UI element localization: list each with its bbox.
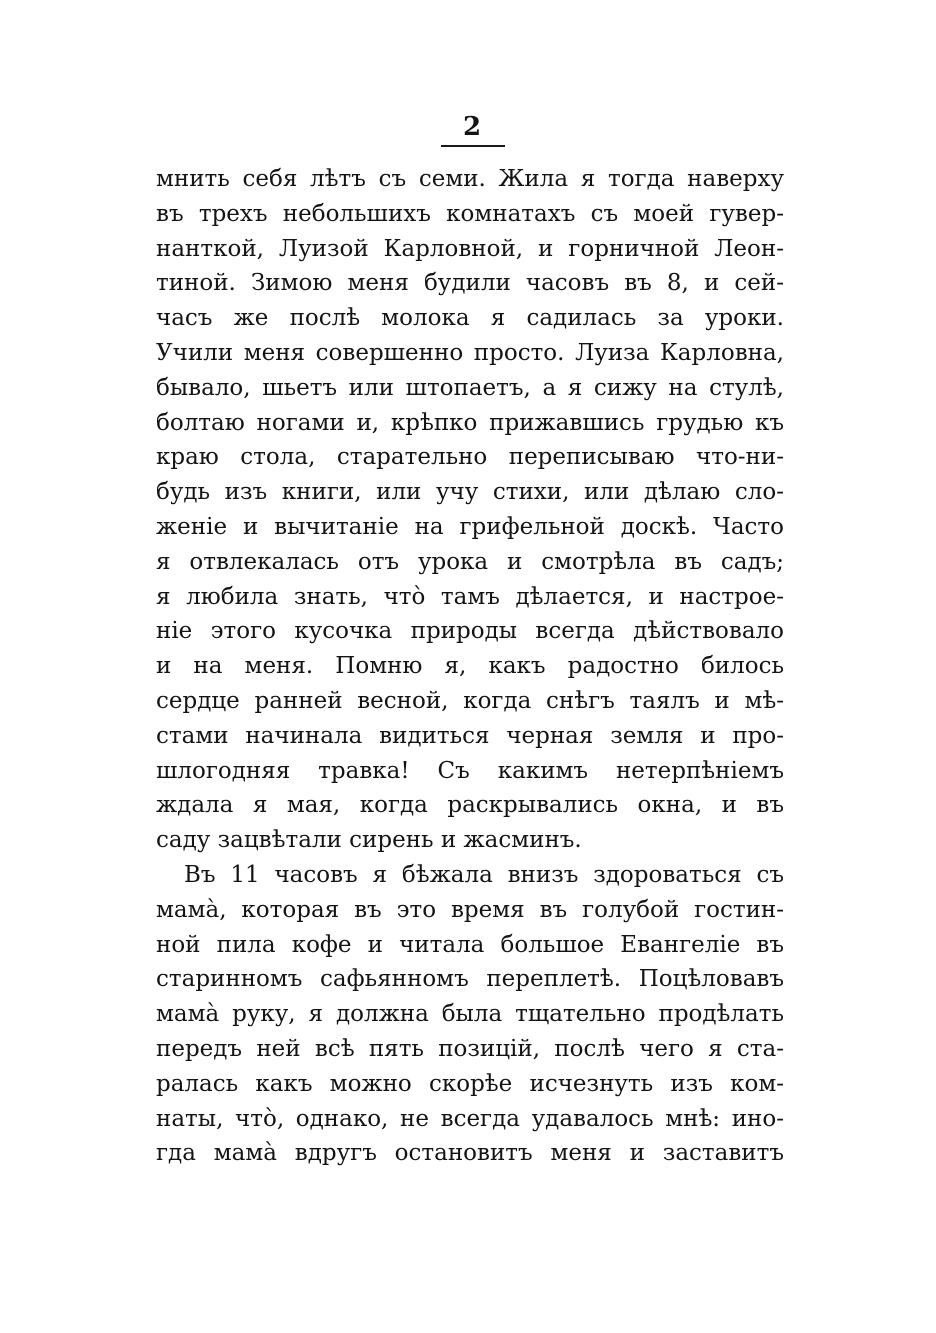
- text-line: ніе этого кусочка природы всегда дѣйствовало: [156, 618, 784, 645]
- text-line: Учили меня совершенно просто. Луиза Карловна,: [156, 339, 784, 366]
- text-line: сердце ранней весной, когда снѣгъ таялъ и мѣ-: [156, 687, 784, 714]
- text-line: саду зацвѣтали сирень и жасминъ.: [156, 827, 582, 854]
- text-line: въ трехъ небольшихъ комнатахъ съ моей гувер-: [156, 200, 784, 227]
- text-line: я любила знать, что̀ тамъ дѣлается, и настрое-: [156, 583, 784, 610]
- text-line: нанткой, Луизой Карловной, и горничной Леон-: [156, 235, 784, 262]
- text-line: стами начинала видиться черная земля и про-: [156, 722, 784, 749]
- text-line: шлогодняя травка! Съ какимъ нетерпѣніемъ: [156, 757, 784, 784]
- text-line: болтаю ногами и, крѣпко прижавшись грудью къ: [156, 409, 784, 436]
- text-line: женіе и вычитаніе на грифельной доскѣ. Часто: [156, 513, 784, 540]
- text-line: старинномъ сафьянномъ переплетѣ. Поцѣловавъ: [156, 966, 784, 993]
- text-line: часъ же послѣ молока я садилась за уроки.: [156, 305, 784, 332]
- paragraph-2: [156, 858, 784, 1171]
- page-number: 2: [462, 112, 482, 142]
- text-line: мама̀ руку, я должна была тщательно продѣлать: [156, 1001, 784, 1028]
- text-line: мама̀, которая въ это время въ голубой гостин-: [156, 896, 784, 923]
- text-line: гда мама̀ вдругъ остановитъ меня и заставитъ: [156, 1140, 784, 1167]
- body-text: [156, 162, 784, 1171]
- text-line: тиной. Зимою меня будили часовъ въ 8, и сей-: [156, 270, 784, 297]
- text-line: бывало, шьетъ или штопаетъ, а я сижу на стулѣ,: [156, 374, 784, 401]
- text-line: и на меня. Помню я, какъ радостно билось: [156, 653, 784, 680]
- text-line: ной пила кофе и читала большое Евангеліе въ: [156, 931, 784, 958]
- text-line: передъ ней всѣ пять позицій, послѣ чего я ста-: [156, 1035, 784, 1062]
- text-line: ждала я мая, когда раскрывались окна, и въ: [156, 792, 784, 819]
- text-line: мнить себя лѣтъ съ семи. Жила я тогда наверху: [156, 166, 784, 192]
- text-line: Въ 11 часовъ я бѣжала внизъ здороваться съ: [184, 861, 784, 888]
- paragraph-1: [156, 162, 784, 858]
- text-line: краю стола, старательно переписываю что-ни-: [156, 444, 784, 471]
- text-line: будь изъ книги, или учу стихи, или дѣлаю сло-: [156, 479, 784, 506]
- page-number-rule: [441, 145, 505, 147]
- text-line: ралась какъ можно скорѣе исчезнуть изъ ком-: [156, 1070, 784, 1097]
- text-line: я отвлекалась отъ урока и смотрѣла въ садъ;: [156, 548, 784, 575]
- text-line: наты, что̀, однако, не всегда удавалось мнѣ: ино-: [156, 1105, 784, 1132]
